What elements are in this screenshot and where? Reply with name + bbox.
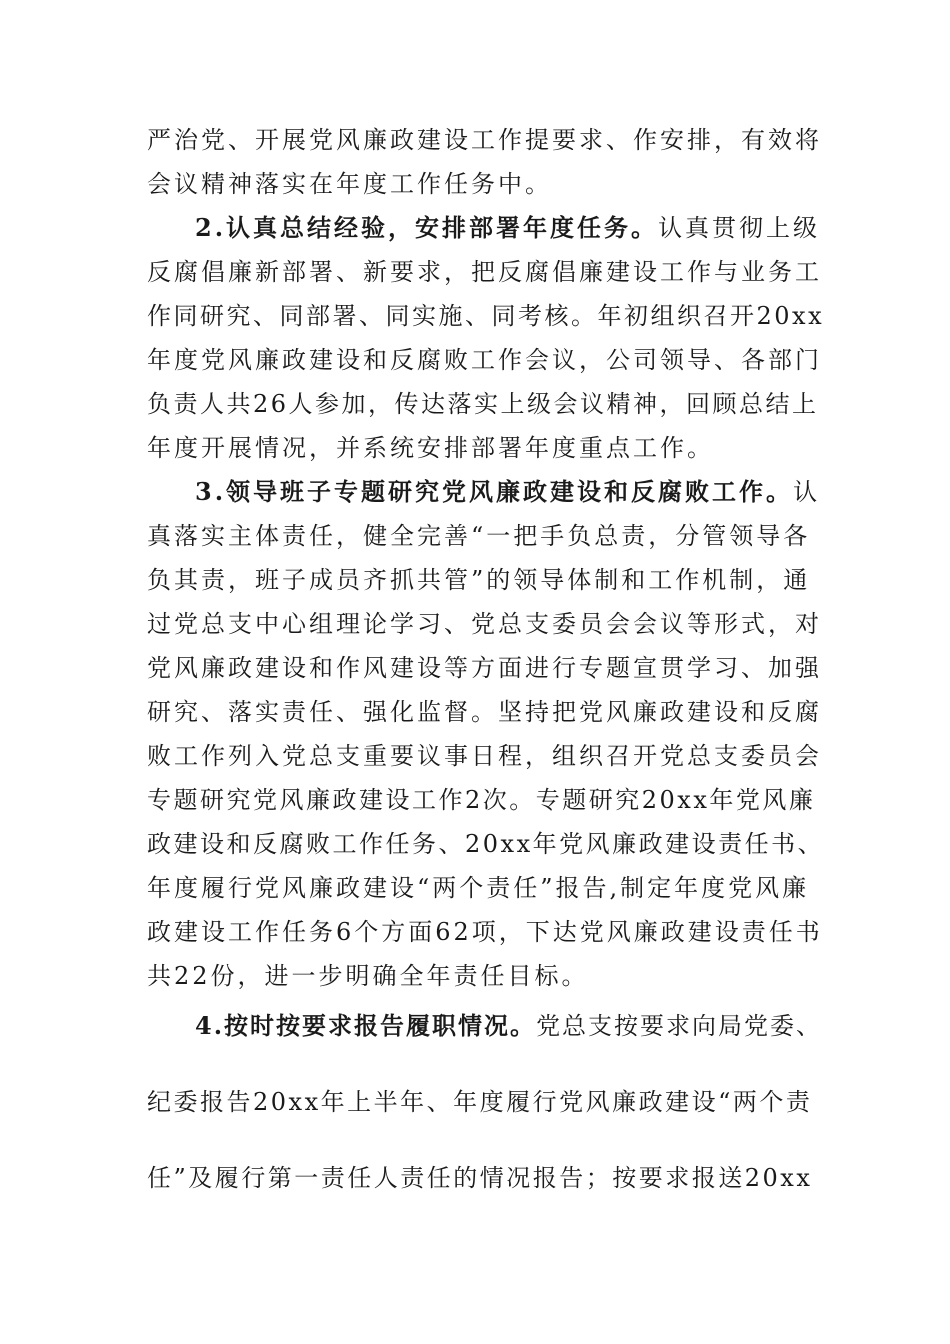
paragraph-3-line-10: 年度履行党风廉政建设“两个责任”报告,制定年度党风廉 [147, 874, 810, 902]
paragraph-2-line-3: 作同研究、同部署、同实施、同考核。年初组织召开20xx [147, 302, 825, 330]
paragraph-3-line-4: 过党总支中心组理论学习、党总支委员会会议等形式，对 [147, 610, 822, 638]
paragraph-2-line-6: 年度开展情况，并系统安排部署年度重点工作。 [147, 434, 714, 462]
paragraph-4-line-2: 纪委报告20xx年上半年、年度履行党风廉政建设“两个责 [147, 1088, 813, 1116]
paragraph-4-text: 党总支按要求向局党委、 [536, 1012, 823, 1040]
paragraph-3-text: 认 [793, 478, 821, 506]
paragraph-3-line-5: 党风廉政建设和作风建设等方面进行专题宣贯学习、加强 [147, 654, 822, 682]
paragraph-1-line-2: 会议精神落实在年度工作任务中。 [147, 170, 552, 198]
paragraph-4-heading: 4.按时按要求报告履职情况。 [195, 1011, 537, 1040]
paragraph-3-line-3: 负其责，班子成员齐抓共管”的领导体制和工作机制，通 [147, 566, 811, 594]
paragraph-4-line-1 [195, 1011, 822, 1041]
paragraph-3-line-7: 败工作列入党总支重要议事日程，组织召开党总支委员会 [147, 742, 822, 770]
paragraph-3-line-12: 共22份，进一步明确全年责任目标。 [147, 962, 589, 990]
paragraph-3-heading: 3.领导班子专题研究党风廉政建设和反腐败工作。 [195, 477, 794, 506]
paragraph-2-heading: 2.认真总结经验，安排部署年度任务。 [195, 213, 659, 242]
paragraph-2-line-4: 年度党风廉政建设和反腐败工作会议，公司领导、各部门 [147, 346, 822, 374]
paragraph-3-line-8: 专题研究党风廉政建设工作2次。专题研究20xx年党风廉 [147, 786, 816, 814]
paragraph-3-line-6: 研究、落实责任、强化监督。坚持把党风廉政建设和反腐 [147, 698, 822, 726]
paragraph-3-line-11: 政建设工作任务6个方面62项，下达党风廉政建设责任书 [147, 918, 823, 946]
paragraph-3-line-9: 政建设和反腐败工作任务、20xx年党风廉政建设责任书、 [147, 830, 825, 858]
paragraph-3-line-1 [195, 477, 820, 507]
paragraph-1-line-1: 严治党、开展党风廉政建设工作提要求、作安排，有效将 [147, 126, 822, 154]
paragraph-2-line-5: 负责人共26人参加，传达落实上级会议精神，回顾总结上 [147, 390, 819, 418]
paragraph-2-text: 认真贯彻上级 [658, 214, 821, 242]
paragraph-2-line-2: 反腐倡廉新部署、新要求，把反腐倡廉建设工作与业务工 [147, 258, 822, 286]
paragraph-4-line-3: 任”及履行第一责任人责任的情况报告；按要求报送20xx [147, 1164, 813, 1192]
paragraph-3-line-2: 真落实主体责任，健全完善“一把手负总责，分管领导各 [147, 522, 811, 550]
paragraph-2-line-1 [195, 213, 820, 243]
